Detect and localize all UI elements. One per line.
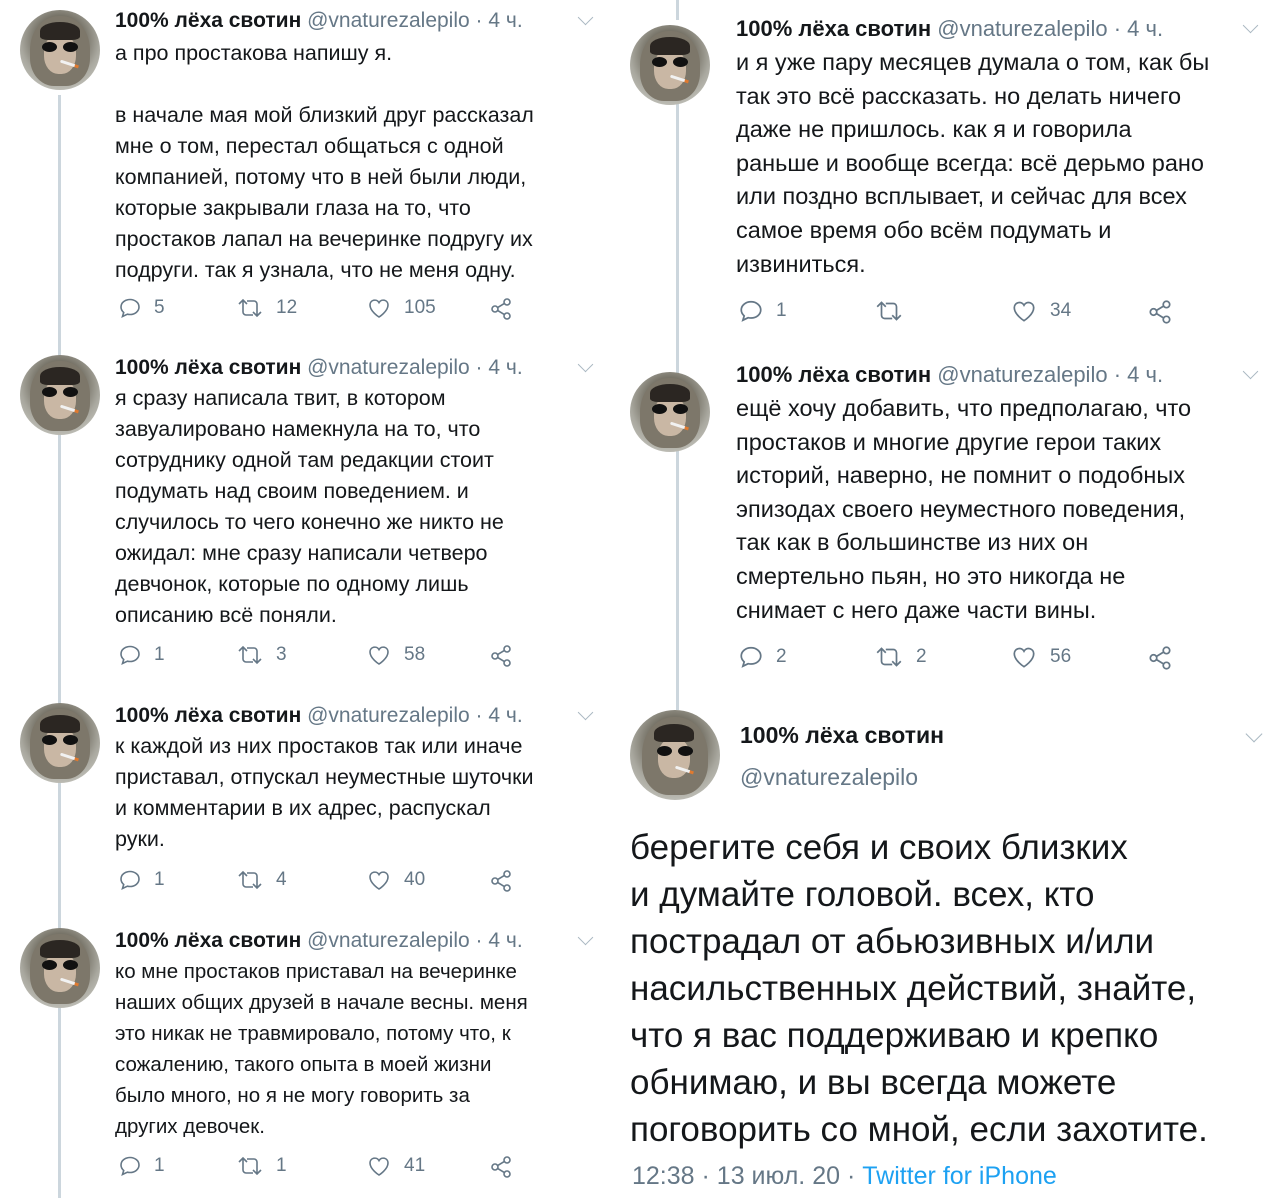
like-icon — [366, 1154, 392, 1178]
author-name[interactable]: 100% лёха свотин — [115, 704, 302, 727]
separator: · — [475, 356, 483, 379]
author-name[interactable]: 100% лёха свотин — [115, 356, 302, 379]
like-button[interactable] — [366, 868, 425, 892]
like-count: 56 — [1050, 646, 1072, 667]
main-tweet[interactable] — [620, 700, 1280, 1198]
author-name[interactable]: 100% лёха свотин — [736, 16, 932, 41]
like-icon — [366, 868, 392, 892]
share-button[interactable] — [488, 296, 514, 322]
share-button[interactable] — [488, 643, 514, 669]
tweet-time[interactable]: 4 ч. — [1127, 16, 1164, 41]
reply-icon — [738, 298, 764, 324]
tweet-text: и я уже пару месяцев думала о том, как бы так это всё рассказать. но делать ничего даже не пришлось. как я и говорила раньше и вообще всегда: всё дерьмо рано или поздно всплывает, и сейчас для всех самое время обо всём подумать и извиниться. — [736, 49, 1210, 277]
author-handle[interactable]: @vnaturezalepilo — [740, 764, 919, 790]
reply-icon — [738, 644, 764, 670]
avatar[interactable] — [630, 372, 710, 452]
reply-count: 1 — [154, 644, 165, 665]
chevron-down-icon[interactable] — [578, 705, 594, 721]
tweet-actions — [738, 298, 1178, 328]
retweet-button[interactable] — [874, 644, 927, 670]
like-icon — [1010, 298, 1038, 324]
chevron-down-icon[interactable] — [578, 357, 594, 373]
separator: · — [701, 1162, 710, 1190]
reply-button[interactable] — [118, 868, 165, 892]
tweet-time[interactable]: 12:38 — [632, 1162, 695, 1190]
share-icon — [488, 868, 514, 894]
like-icon — [366, 296, 392, 320]
like-icon — [366, 643, 392, 667]
tweet-text: берегите себя и своих близких и думайте головой. всех, кто пострадал от абьюзивных и/или насильственных действий, знайте, что я вас поддерживаю и крепко обнимаю, и вы всегда можете поговорить со мной, если захотите. — [630, 828, 1208, 1149]
like-count: 34 — [1050, 300, 1072, 321]
share-button[interactable] — [488, 1154, 514, 1180]
tweet-text: я сразу написала твит, в котором завуалировано намекнула на то, что сотруднику одной там редакции стоит подумать над своим поведением. и случилось то чего конечно же никто не ожидал: мне сразу написали четверо девчонок, которые по одному лишь описанию всё поняли. — [115, 386, 504, 627]
tweet-time[interactable]: 4 ч. — [488, 356, 523, 379]
author-name[interactable]: 100% лёха свотин — [736, 362, 932, 387]
retweet-icon — [236, 868, 264, 892]
avatar[interactable] — [20, 703, 100, 783]
reply-button[interactable] — [738, 298, 787, 324]
author-handle[interactable]: @vnaturezalepilo — [937, 362, 1108, 387]
reply-button[interactable] — [118, 1154, 165, 1178]
tweet-text: ко мне простаков приставал на вечеринке наших общих друзей в начале весны. меня это никак не травмировало, потому что, к сожалению, такого опыта в моей жизни было много, но я не могу говорить за других девочек. — [115, 960, 528, 1138]
tweet-time[interactable]: 4 ч. — [488, 9, 523, 32]
share-icon — [488, 296, 514, 322]
reply-count: 1 — [154, 1155, 165, 1176]
retweet-button[interactable] — [236, 868, 287, 892]
tweet-actions — [738, 644, 1178, 674]
separator: · — [475, 704, 483, 727]
retweet-button[interactable] — [236, 296, 297, 320]
avatar[interactable] — [20, 928, 100, 1008]
tweet[interactable] — [620, 352, 1280, 697]
reply-icon — [118, 868, 142, 892]
retweet-icon — [236, 296, 264, 320]
separator: · — [475, 929, 483, 952]
retweet-icon — [236, 643, 264, 667]
retweet-icon — [874, 644, 904, 670]
reply-icon — [118, 296, 142, 320]
retweet-count: 2 — [916, 646, 927, 667]
author-handle[interactable]: @vnaturezalepilo — [307, 356, 470, 379]
tweet-time[interactable]: 4 ч. — [488, 929, 523, 952]
like-count: 58 — [404, 644, 426, 665]
share-button[interactable] — [1146, 644, 1174, 672]
author-handle[interactable]: @vnaturezalepilo — [307, 704, 470, 727]
avatar[interactable] — [630, 710, 720, 800]
like-icon — [1010, 644, 1038, 670]
like-count: 40 — [404, 869, 426, 890]
reply-icon — [118, 1154, 142, 1178]
like-button[interactable] — [366, 1154, 425, 1178]
avatar[interactable] — [20, 355, 100, 435]
author-handle[interactable]: @vnaturezalepilo — [307, 929, 470, 952]
tweet-actions — [118, 643, 538, 673]
retweet-count: 4 — [276, 869, 287, 890]
tweet-time[interactable]: 4 ч. — [1127, 362, 1164, 387]
tweet-actions — [118, 296, 538, 326]
retweet-icon — [874, 298, 904, 324]
retweet-count: 3 — [276, 644, 287, 665]
tweet[interactable] — [620, 0, 1280, 350]
tweet-source-link[interactable]: Twitter for iPhone — [862, 1162, 1057, 1190]
like-button[interactable] — [1010, 298, 1071, 324]
tweet[interactable] — [0, 918, 620, 1198]
retweet-button[interactable] — [236, 1154, 287, 1178]
reply-button[interactable] — [118, 643, 165, 667]
chevron-down-icon[interactable] — [1243, 18, 1259, 34]
tweet[interactable] — [0, 0, 620, 340]
share-icon — [1146, 644, 1174, 672]
tweet-text: к каждой из них простаков так или иначе приставал, отпускал неуместные шуточки и комментарии в их адрес, распускал руки. — [115, 734, 534, 851]
chevron-down-icon[interactable] — [1246, 726, 1263, 743]
author-handle[interactable]: @vnaturezalepilo — [937, 16, 1108, 41]
retweet-count: 1 — [276, 1155, 287, 1176]
chevron-down-icon[interactable] — [578, 10, 594, 26]
tweet-actions — [118, 868, 538, 898]
retweet-button[interactable] — [236, 643, 287, 667]
tweet[interactable] — [0, 693, 620, 918]
chevron-down-icon[interactable] — [1243, 364, 1259, 380]
share-button[interactable] — [1146, 298, 1174, 326]
tweet-text: а про простакова напишу я. в начале мая мой близкий друг рассказал мне о том, перестал общаться с одной компанией, потому что в ней были люди, которые закрывали глаза на то, что простаков лапал на вечеринке подругу их подруги. так я узнала, что не меня одну. — [115, 41, 534, 282]
avatar[interactable] — [20, 10, 100, 90]
author-name[interactable]: 100% лёха свотин — [740, 722, 944, 748]
reply-button[interactable] — [738, 644, 787, 670]
reply-button[interactable] — [118, 296, 165, 320]
like-button[interactable] — [366, 296, 436, 320]
tweet-date[interactable]: 13 июл. 20 — [716, 1162, 841, 1190]
tweet-time[interactable]: 4 ч. — [488, 704, 523, 727]
separator: · — [1113, 16, 1122, 41]
like-button[interactable] — [1010, 644, 1071, 670]
avatar[interactable] — [630, 25, 710, 105]
author-name[interactable]: 100% лёха свотин — [115, 9, 302, 32]
chevron-down-icon[interactable] — [578, 930, 594, 946]
share-button[interactable] — [488, 868, 514, 894]
tweet[interactable] — [0, 345, 620, 690]
tweet-actions — [118, 1154, 538, 1184]
author-handle[interactable]: @vnaturezalepilo — [307, 9, 470, 32]
reply-count: 1 — [154, 869, 165, 890]
share-icon — [1146, 298, 1174, 326]
separator: · — [475, 9, 483, 32]
separator: · — [1113, 362, 1122, 387]
tweet-text: ещё хочу добавить, что предполагаю, что простаков и многие другие герои таких историй, наверно, не помнит о подобных эпизодах своего неуместного поведения, так как в большинстве из них он смертельно пьян, но это никогда не снимает с него даже части вины. — [736, 395, 1192, 623]
retweet-icon — [236, 1154, 264, 1178]
like-button[interactable] — [366, 643, 425, 667]
reply-icon — [118, 643, 142, 667]
retweet-count: 12 — [276, 297, 298, 318]
reply-count: 1 — [776, 300, 787, 321]
retweet-button[interactable] — [874, 298, 916, 324]
share-icon — [488, 643, 514, 669]
author-name[interactable]: 100% лёха свотин — [115, 929, 302, 952]
reply-count: 2 — [776, 646, 787, 667]
right-thread-column — [620, 0, 1280, 1198]
like-count: 105 — [404, 297, 436, 318]
like-count: 41 — [404, 1155, 426, 1176]
separator: · — [846, 1162, 856, 1190]
reply-count: 5 — [154, 297, 165, 318]
share-icon — [488, 1154, 514, 1180]
